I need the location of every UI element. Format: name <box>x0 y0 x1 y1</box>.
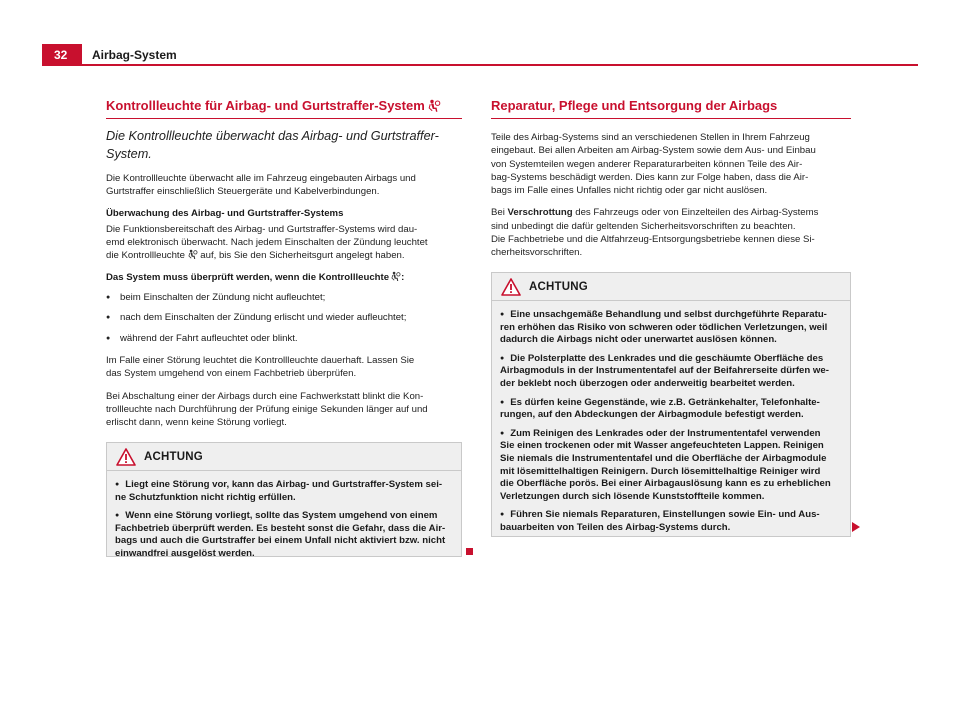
text-line: Sie niemals die Instrumententafel und die Oberfläche der Airbagmodule <box>500 452 827 464</box>
text-fragment: des Fahrzeugs oder von Einzelteilen des Airbag-Systems <box>575 207 819 219</box>
section-title-text: Kontrollleuchte für Airbag- und Gurtstraffer-System <box>106 98 425 113</box>
text-line: dadurch die Airbags nicht oder unerwartet auslösen können. <box>500 334 777 346</box>
warning-item <box>500 428 842 504</box>
text-line: ne Schutzfunktion nicht richtig erfüllen. <box>115 491 296 503</box>
paragraph-disposal <box>491 206 851 259</box>
text-line: Verletzungen durch sich lösende Kunststoffteile kommen. <box>500 490 765 502</box>
paragraph-monitoring <box>106 172 462 199</box>
page-number: 32 <box>42 44 82 65</box>
section-title-repair: Reparatur, Pflege und Entsorgung der Airbags <box>491 97 851 119</box>
bullet-dot: ● <box>115 512 120 520</box>
text-fragment: Es dürfen keine Gegenstände, wie z.B. Getränkehalter, Telefonhalte- <box>510 396 820 408</box>
text-line: von Systemteilen wegen anderer Reparaturarbeiten können Teile des Air- <box>491 158 803 170</box>
text-line <box>115 510 453 523</box>
text-line: sind unbedingt die dafür geltenden Sicherheitsvorschriften zu beachten. <box>491 220 796 232</box>
text-fragment: Die Polsterplatte des Lenkrades und die geschäumte Oberfläche des <box>510 352 824 364</box>
warning-item <box>115 479 453 504</box>
warning-item <box>115 510 453 560</box>
bullet-dot: ● <box>500 354 505 362</box>
paragraph-repair <box>491 131 851 197</box>
left-column <box>106 97 462 429</box>
text-line: eingebaut. Bei allen Arbeiten am Airbag-System sowie dem Aus- und Einbau <box>491 145 816 157</box>
text-line <box>106 249 462 262</box>
airbag-warning-lamp-icon <box>391 271 401 282</box>
text-line: Gurtstraffer einschließlich Steuergeräte und Kabelverbindungen. <box>106 186 380 198</box>
paragraph-deactivation <box>106 390 462 430</box>
warning-box <box>491 272 851 537</box>
text-line: Die Kontrollleuchte überwacht alle im Fahrzeug eingebauten Airbags und <box>106 173 416 184</box>
text-fragment: Zum Reinigen des Lenkrades oder der Instrumententafel verwenden <box>510 427 821 439</box>
text-line: bag-Systems beschädigt werden. Dies kann zur Folge haben, dass die Air- <box>491 171 809 183</box>
paragraph-fault <box>106 354 462 381</box>
text-line <box>500 428 842 441</box>
bullet-list <box>106 291 462 345</box>
bullet-dot: ● <box>500 398 505 406</box>
text-fragment: Bei <box>491 207 505 219</box>
airbag-warning-lamp-icon <box>188 249 198 260</box>
warning-label: ACHTUNG <box>144 451 203 463</box>
warning-box <box>106 442 462 557</box>
text-line: das System umgehend von einem Fachbetrieb überprüfen. <box>106 368 357 380</box>
bullet-dot: ● <box>500 429 505 437</box>
bullet-dot: ● <box>500 511 505 519</box>
text-line: einwandfrei ausgelöst werden. <box>115 547 255 559</box>
right-column <box>491 97 851 260</box>
text-line: trollleuchte nach Durchführung der Prüfung einige Sekunden länger auf und <box>106 403 428 415</box>
warning-header <box>492 273 850 301</box>
bullet-dot: ● <box>115 481 120 488</box>
list-item: ● nach dem Einschalten der Zündung erlischt und wieder aufleuchtet; <box>106 311 462 324</box>
warning-item <box>500 397 842 422</box>
text-line <box>500 353 842 366</box>
warning-triangle-icon <box>116 448 136 471</box>
text-line: bags und auch die Gurtstraffer bei einem Unfall nicht aktiviert bzw. nicht <box>115 535 446 547</box>
text-line <box>115 479 453 492</box>
list-item: ● während der Fahrt aufleuchtet oder blinkt. <box>106 332 462 345</box>
text-line: Fachbetrieb überprüft werden. Es besteht sonst die Gefahr, dass die Air- <box>115 522 446 534</box>
subheading-monitoring: Überwachung des Airbag- und Gurtstraffer-Systems <box>106 207 344 219</box>
text-line <box>500 509 842 522</box>
text-line: Die Fachbetriebe und die Altfahrzeug-Entsorgungsbetriebe kennen diese Si- <box>491 234 815 246</box>
text-line: Bei Abschaltung einer der Airbags durch eine Fachwerkstatt blinkt die Kon- <box>106 390 424 402</box>
lead-line: Die Kontrollleuchte überwacht das Airbag- und Gurtstraffer- <box>106 129 439 143</box>
text-fragment: auf, bis Sie den Sicherheitsgurt angelegt haben. <box>200 250 405 262</box>
text-line: cherheitsvorschriften. <box>491 247 583 259</box>
warning-item <box>500 309 842 347</box>
paragraph-readiness <box>106 223 462 263</box>
header-rule <box>42 64 918 66</box>
text-line: Im Falle einer Störung leuchtet die Kontrollleuchte dauerhaft. Lassen Sie <box>106 354 415 366</box>
text-line: der beklebt noch überzogen oder anderweitig bearbeitet werden. <box>500 377 795 389</box>
text-fragment: Eine unsachgemäße Behandlung und selbst durchgeführte Reparatu- <box>510 309 827 320</box>
list-item: ● beim Einschalten der Zündung nicht aufleuchtet; <box>106 291 462 304</box>
warning-body <box>107 471 461 561</box>
text-fragment: Liegt eine Störung vor, kann das Airbag- und Gurtstraffer-System sei- <box>125 479 443 490</box>
text-line: emd elektronisch überwacht. Nach jedem Einschalten der Zündung leuchtet <box>106 237 428 249</box>
text-line: rungen, auf den Abdeckungen der Airbagmodule befestigt werden. <box>500 409 804 421</box>
text-line <box>500 397 842 410</box>
text-line: Teile des Airbag-Systems sind an verschiedenen Stellen in Ihrem Fahrzeug <box>491 132 810 143</box>
text-line: die Oberfläche porös. Bei einer Airbagauslösung kann es zu erheblichen <box>500 478 831 490</box>
lead-line: System. <box>106 147 152 161</box>
text-line: bags im Falle eines Unfalles nicht richtig oder gar nicht auslösen. <box>491 185 768 197</box>
warning-item <box>500 353 842 391</box>
text-fragment: : <box>401 271 405 283</box>
subheading-check-system <box>106 271 462 284</box>
text-line: Sie einen trockenen oder mit Wasser angefeuchteten Lappen. Reinigen <box>500 440 824 452</box>
text-line: Die Funktionsbereitschaft des Airbag- und Gurtstraffer-Systems wird dau- <box>106 223 418 235</box>
text-line: bauarbeiten von Teilen des Airbag-Systems durch. <box>500 521 731 533</box>
text-line: erlischt dann, wenn keine Störung vorliegt. <box>106 417 287 429</box>
text-line <box>500 309 842 322</box>
bullet-dot: ● <box>500 311 505 318</box>
text-fragment: Das System muss überprüft werden, wenn die Kontrollleuchte <box>106 271 390 283</box>
text-fragment: die Kontrollleuchte <box>106 250 185 262</box>
lead-text <box>106 127 462 163</box>
warning-header <box>107 443 461 471</box>
text-fragment: Wenn eine Störung vorliegt, sollte das System umgehend von einem <box>125 510 438 522</box>
airbag-warning-lamp-icon <box>428 99 441 113</box>
warning-body <box>492 301 850 535</box>
text-line: ren erhöhen das Risiko von schweren oder tödlichen Verletzungen, weil <box>500 321 828 333</box>
text-line: mit lösemittelhaltigen Reinigern. Durch lösemittelhaltige Reiniger wird <box>500 465 821 477</box>
warning-item <box>500 509 842 534</box>
section-title-warning-lamp <box>106 97 462 119</box>
warning-triangle-icon <box>501 278 521 301</box>
emphasis-text: Verschrottung <box>507 207 573 219</box>
text-fragment: Führen Sie niemals Reparaturen, Einstellungen sowie Ein- und Aus- <box>510 509 820 521</box>
text-line <box>491 206 851 219</box>
continue-arrow-icon <box>851 520 861 538</box>
text-line: Airbagmoduls in der Instrumententafel auf der Beifahrerseite dürfen we- <box>500 365 829 377</box>
section-end-marker <box>466 548 473 555</box>
warning-label: ACHTUNG <box>529 281 588 293</box>
running-header-title: Airbag-System <box>92 48 177 62</box>
